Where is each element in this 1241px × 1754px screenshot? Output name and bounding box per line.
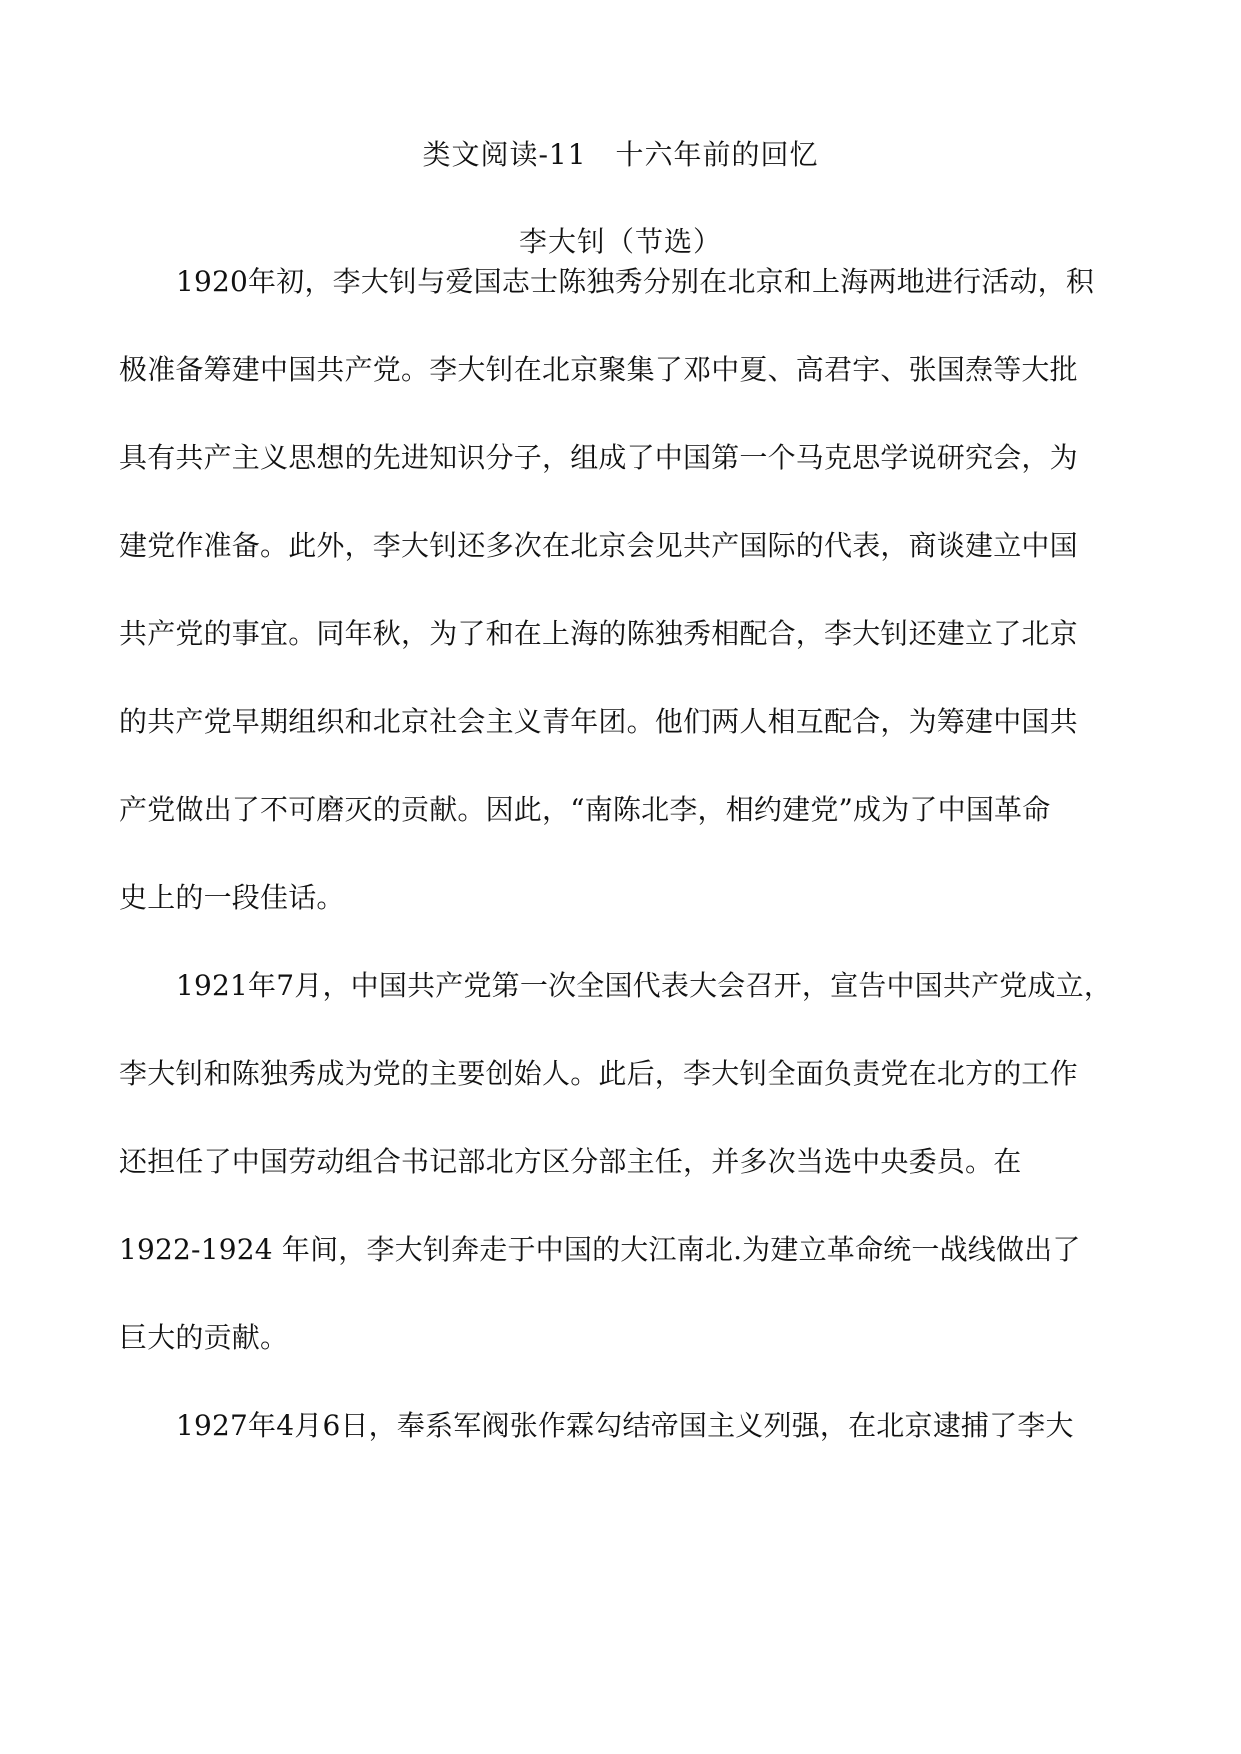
document-subtitle: 李大钊（节选） <box>518 225 722 258</box>
paragraph-1-line-7: 产党做出了不可磨灭的贡献。因此，“南陈北李，相约建党”成为了中国革命 <box>119 793 1051 826</box>
paragraph-1-line-2: 极准备筹建中国共产党。李大钊在北京聚集了邓中夏、高君宇、张国焘等大批 <box>119 353 1078 386</box>
paragraph-2-line-5: 巨大的贡献。 <box>119 1321 289 1354</box>
paragraph-1-line-4: 建党作准备。此外，李大钊还多次在北京会见共产国际的代表，商谈建立中国 <box>119 529 1078 562</box>
document-title: 类文阅读-11 十六年前的回忆 <box>422 138 819 171</box>
paragraph-1-line-5: 共产党的事宜。同年秋，为了和在上海的陈独秀相配合，李大钊还建立了北京 <box>119 617 1078 650</box>
paragraph-2-line-2: 李大钊和陈独秀成为党的主要创始人。此后，李大钊全面负责党在北方的工作 <box>119 1057 1078 1090</box>
paragraph-2-line-4: 1922-1924 年间，李大钊奔走于中国的大江南北.为建立革命统一战线做出了 <box>119 1233 1081 1266</box>
paragraph-2-line-3: 还担任了中国劳动组合书记部北方区分部主任，并多次当选中央委员。在 <box>119 1145 1022 1178</box>
paragraph-2-line-1: 1921年7月，中国共产党第一次全国代表大会召开，宣告中国共产党成立， <box>176 969 1113 1002</box>
paragraph-3-line-1: 1927年4月6日，奉系军阀张作霖勾结帝国主义列强，在北京逮捕了李大 <box>176 1409 1074 1442</box>
paragraph-1-line-3: 具有共产主义思想的先进知识分子，组成了中国第一个马克思学说研究会，为 <box>119 441 1078 474</box>
paragraph-1-line-8: 史上的一段佳话。 <box>119 881 345 914</box>
paragraph-1-line-1: 1920年初，李大钊与爱国志士陈独秀分别在北京和上海两地进行活动，积 <box>176 265 1095 298</box>
paragraph-1-line-6: 的共产党早期组织和北京社会主义青年团。他们两人相互配合，为筹建中国共 <box>119 705 1078 738</box>
